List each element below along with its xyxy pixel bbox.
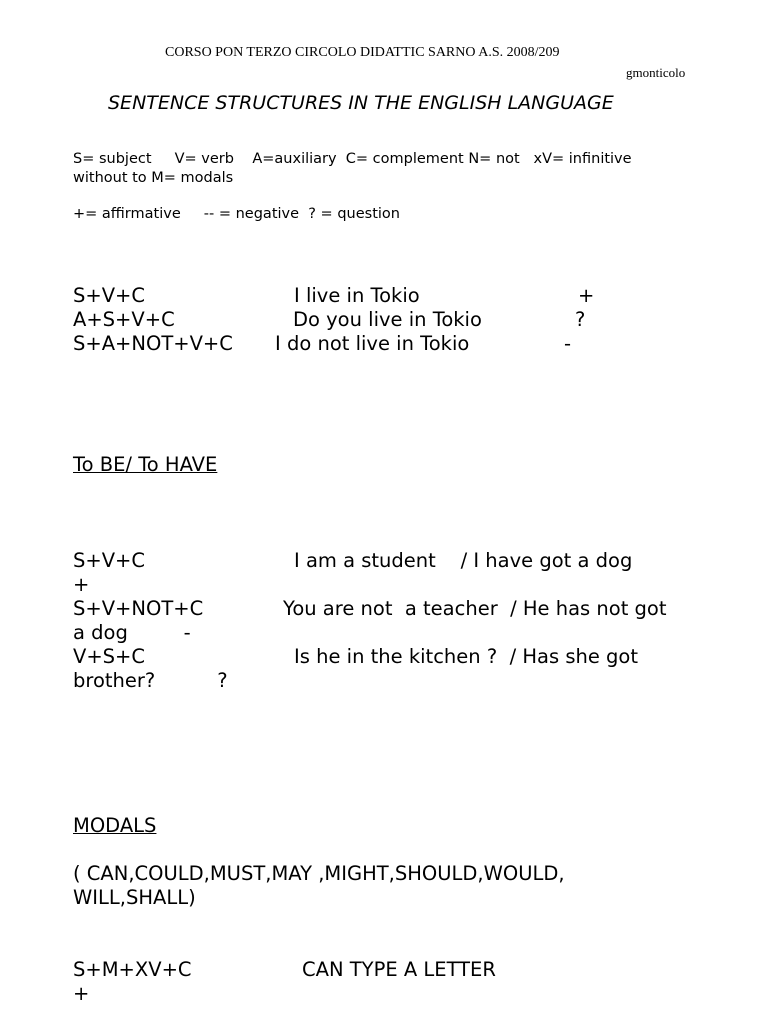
example-continuation: a dog -: [73, 621, 191, 644]
structure-label: S+V+NOT+C: [73, 597, 204, 620]
structure-label: S+V+C: [73, 284, 146, 307]
example-sentence: I do not live in Tokio: [275, 332, 470, 355]
legend-line-1: S= subject V= verb A=auxiliary C= complement N= not xV= infinitive: [73, 151, 632, 167]
section-heading: MODALS: [73, 814, 157, 837]
example-continuation: +: [73, 982, 90, 1005]
structure-label: S+M+XV+C: [73, 958, 192, 981]
structure-label: S+V+C: [73, 549, 146, 572]
legend-line-3: += affirmative -- = negative ? = question: [73, 206, 400, 222]
sign-symbol: -: [564, 332, 572, 355]
page-title: SENTENCE STRUCTURES IN THE ENGLISH LANGUAGE: [108, 92, 614, 114]
example-sentence: CAN TYPE A LETTER: [302, 958, 496, 981]
author-name: gmonticolo: [626, 65, 686, 80]
legend-line-2: without to M= modals: [73, 170, 234, 186]
sign-symbol: ?: [575, 308, 586, 331]
example-sentence: You are not a teacher / He has not got: [283, 597, 667, 620]
example-sentence: I live in Tokio: [294, 284, 420, 307]
modals-list: ( CAN,COULD,MUST,MAY ,MIGHT,SHOULD,WOULD,: [73, 862, 565, 885]
structure-label: V+S+C: [73, 645, 146, 668]
example-continuation: +: [73, 573, 90, 596]
sign-symbol: +: [578, 284, 595, 307]
example-sentence: Do you live in Tokio: [293, 308, 482, 331]
modals-list-continuation: WILL,SHALL): [73, 886, 196, 909]
example-sentence: I am a student / I have got a dog: [294, 549, 633, 572]
structure-label: A+S+V+C: [73, 308, 175, 331]
example-sentence: Is he in the kitchen ? / Has she got: [294, 645, 638, 668]
structure-label: S+A+NOT+V+C: [73, 332, 233, 355]
example-continuation: brother? ?: [73, 669, 228, 692]
section-heading: To BE/ To HAVE: [73, 453, 218, 476]
course-header: CORSO PON TERZO CIRCOLO DIDATTIC SARNO A.S. 2008/209: [165, 45, 560, 60]
